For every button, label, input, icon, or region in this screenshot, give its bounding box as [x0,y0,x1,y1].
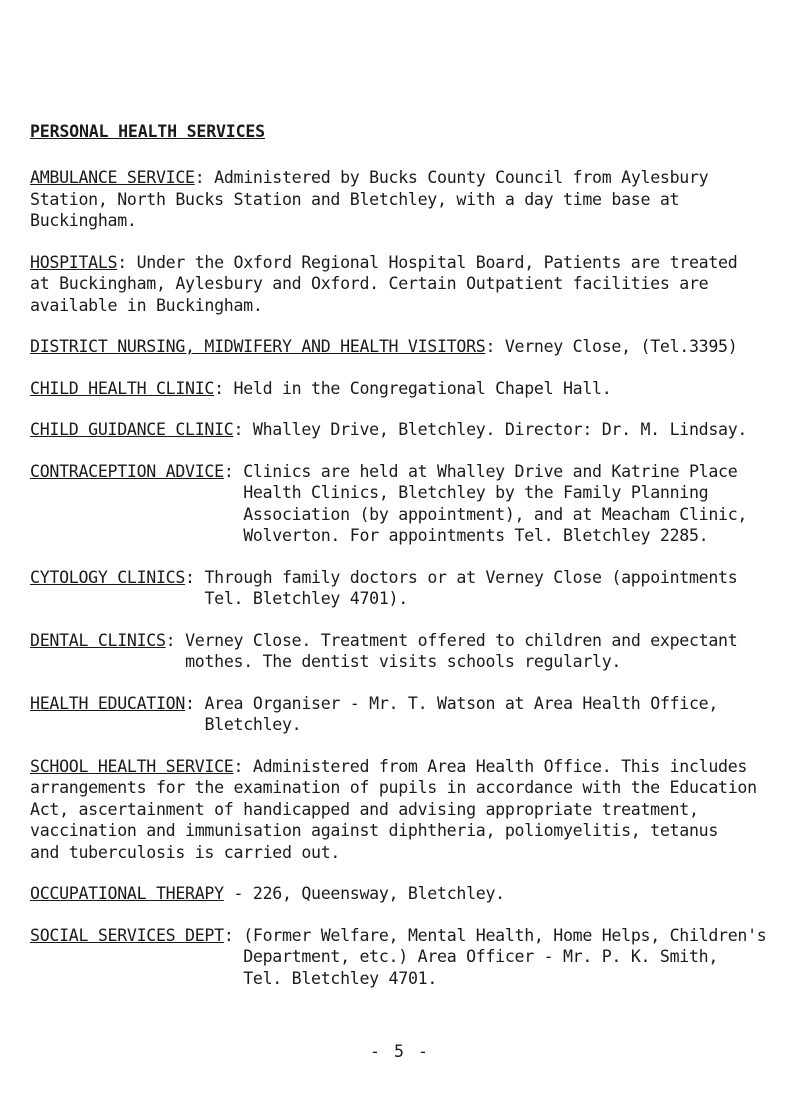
entry-line: - 226, Queensway, Bletchley. [223,884,505,903]
entry-contraception-advice [30,461,780,547]
entry-line: Health Clinics, Bletchley by the Family Planning [243,483,709,502]
entry-label: SOCIAL SERVICES DEPT [30,925,224,945]
entry-dental-clinics [30,630,780,673]
entry-district-nursing [30,336,780,358]
entry-line: Station, North Bucks Station and Bletchley, with a day time base at [30,189,680,209]
entry-school-health-service [30,756,780,864]
entry-line: Verney Close. Treatment offered to children and expectant [185,630,738,650]
entry-line: arrangements for the examination of pupils in accordance with the Education [30,778,757,797]
entry-line: at Buckingham, Aylesbury and Oxford. Certain Outpatient facilities are [30,274,709,293]
entry-line: Association (by appointment), and at Meacham Clinic, [243,504,748,524]
entry-line: Wolverton. For appointments Tel. Bletchley 2285. [243,526,709,545]
entry-social-services-dept [30,925,780,990]
entry-label: CONTRACEPTION ADVICE [30,461,224,481]
entry-line: (Former Welfare, Mental Health, Home Helps, Children's [243,925,767,945]
entry-line: Tel. Bletchley 4701. [243,968,438,988]
entry-line: : Verney Close, (Tel.3395) [485,337,738,356]
entry-label: AMBULANCE SERVICE [30,168,195,187]
entry-child-health-clinic [30,378,780,400]
entry-line: available in Buckingham. [30,295,263,315]
entry-occupational-therapy [30,883,780,905]
entry-line: Bletchley. [204,715,302,734]
entry-line: and tuberculosis is carried out. [30,842,341,862]
page-title: PERSONAL HEALTH SERVICES [30,122,265,141]
entry-line: : Administered from Area Health Office. This includes [233,756,748,776]
entry-line: Tel. Bletchley 4701). [204,589,408,608]
entry-label: CYTOLOGY CLINICS [30,567,186,587]
entry-line: : Held in the Congregational Chapel Hall. [214,378,612,398]
entry-child-guidance-clinic [30,419,780,441]
entry-label: DENTAL CLINICS [30,630,166,650]
entry-line: Clinics are held at Whalley Drive and Katrine Place [243,461,738,481]
entry-cytology-clinics [30,567,780,610]
entry-health-education [30,693,780,736]
entry-label: OCCUPATIONAL THERAPY [30,884,224,903]
entry-ambulance-service [30,167,780,232]
entry-line: Area Organiser - Mr. T. Watson at Area Health Office, [204,693,719,713]
entry-label: HOSPITALS [30,252,118,272]
entry-separator: : [165,630,186,650]
entry-line: : Administered by Bucks County Council from Aylesbury [194,168,709,187]
entry-label: SCHOOL HEALTH SERVICE [30,756,234,776]
entry-line: vaccination and immunisation against diphtheria, poliomyelitis, tetanus [30,821,719,840]
entry-label: CHILD HEALTH CLINIC [30,378,215,398]
entry-hospitals [30,252,780,317]
entry-line: Act, ascertainment of handicapped and advising appropriate treatment, [30,799,699,819]
entry-label: CHILD GUIDANCE CLINIC [30,420,234,439]
entry-line: Department, etc.) Area Officer - Mr. P. K. Smith, [243,947,719,966]
entry-label: HEALTH EDUCATION [30,693,186,713]
entry-line: mothes. The dentist visits schools regularly. [185,652,622,671]
entry-separator: : [223,461,244,481]
entry-line: : Under the Oxford Regional Hospital Board, Patients are treated [117,252,738,272]
entry-separator: : [223,925,244,945]
page-number: - 5 - [370,1042,430,1061]
entry-line: Through family doctors or at Verney Close (appointments [204,567,738,587]
entry-label: DISTRICT NURSING, MIDWIFERY AND HEALTH VISITORS [30,337,486,356]
entry-line: : Whalley Drive, Bletchley. Director: Dr. M. Lindsay. [233,420,748,439]
entry-line: Buckingham. [30,211,137,230]
document-page [30,122,780,1009]
entry-separator: : [185,567,205,587]
entry-separator: : [185,693,205,713]
